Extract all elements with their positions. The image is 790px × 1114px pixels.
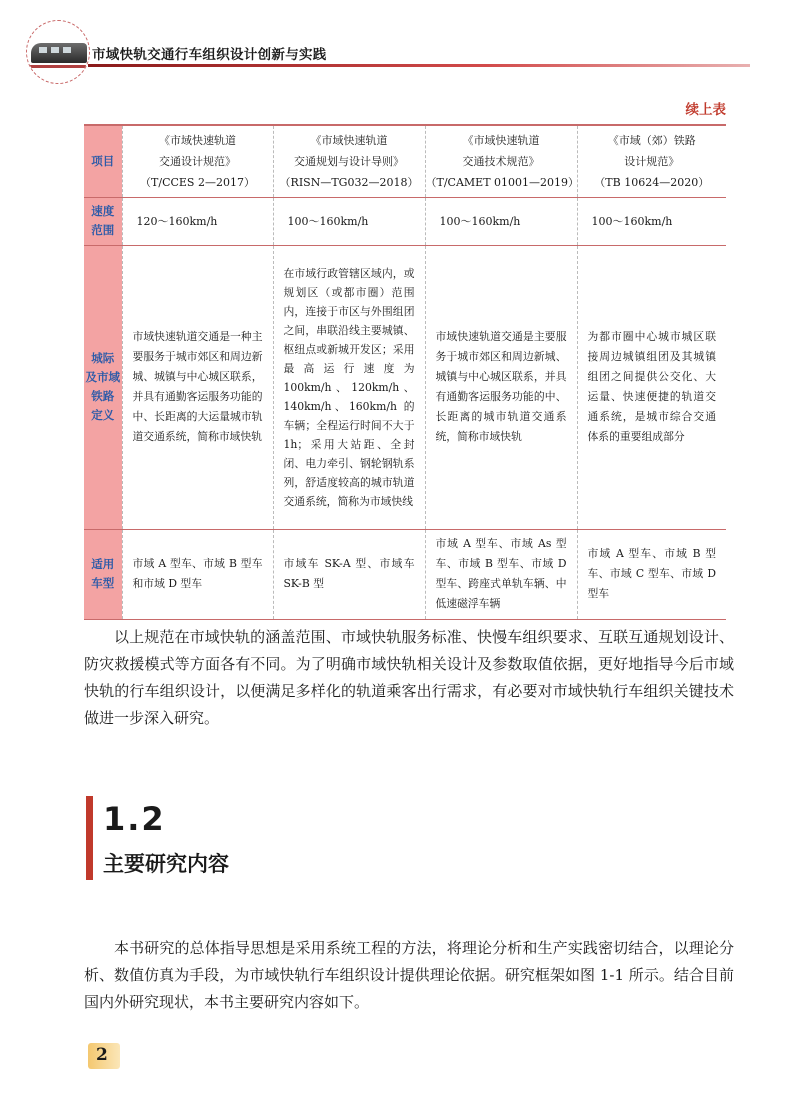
vehicle-cell: 市域车 SK-A 型、市域车 SK-B 型 <box>273 529 425 619</box>
running-header-title: 市域快轨交通行车组织设计创新与实践 <box>92 47 327 63</box>
spec-title-line: 交通设计规范》 <box>159 154 236 168</box>
train-window-icon <box>63 47 71 53</box>
body-paragraph: 本书研究的总体指导思想是采用系统工程的方法，将理论分析和生产实践密切结合，以理论分析、数值仿真为手段，为市域快轨行车组织设计提供理论依据。研究框架如图 1-1 所示。结合目前国内外研究现状，本书主要研究内容如下。 <box>84 939 734 1011</box>
spec-title-line: 《市域快速轨道 <box>159 133 236 147</box>
spec-title-line: 设计规范》 <box>624 154 680 168</box>
spec-header-cell <box>273 125 425 197</box>
vehicle-cell: 市域 A 型车、市域 B 型车、市域 C 型车、市域 D 型车 <box>577 529 726 619</box>
row-label-line: 速度 <box>91 204 115 218</box>
row-label-line: 车型 <box>91 576 115 590</box>
page-number: 2 <box>96 1045 108 1065</box>
table-continued-label: 续上表 <box>685 102 726 118</box>
vehicle-cell: 市域 A 型车、市域 As 型车、市域 B 型车、市域 D 型车、跨座式单轨车辆、中低速磁浮车辆 <box>425 529 577 619</box>
row-label-line: 定义 <box>91 408 115 422</box>
speed-cell: 100～160km/h <box>577 197 726 245</box>
vehicle-cell: 市域 A 型车、市域 B 型车和市域 D 型车 <box>122 529 273 619</box>
row-label-line: 城际 <box>91 351 115 365</box>
row-label-speed <box>84 197 122 245</box>
spec-comparison-table <box>84 124 726 620</box>
spec-title-line: 《市域快速轨道 <box>310 133 388 147</box>
speed-cell: 100～160km/h <box>425 197 577 245</box>
train-logo-icon <box>26 20 90 84</box>
train-body-icon <box>31 43 87 63</box>
train-window-icon <box>51 47 59 53</box>
train-window-icon <box>39 47 47 53</box>
row-label-line: 及市域 <box>85 370 120 384</box>
row-label-line: 铁路 <box>91 389 115 403</box>
spec-code: （T/CAMET 01001—2019） <box>425 175 580 189</box>
section-accent-bar <box>86 796 93 880</box>
speed-range-row <box>84 197 726 245</box>
row-label-line: 适用 <box>91 557 115 571</box>
definition-cell: 市域快速轨道交通是一种主要服务于城市郊区和周边新城、城镇与中心城区联系，并具有通勤客运服务功能的中、长距离的大运量城市轨道交通系统，简称市域快轨 <box>122 245 273 529</box>
section-title: 主要研究内容 <box>103 852 229 876</box>
spec-title-line: 《市域（郊）铁路 <box>607 133 696 147</box>
speed-cell: 120～160km/h <box>122 197 273 245</box>
spec-code: （RISN—TG032—2018） <box>279 175 419 189</box>
spec-title-line: 交通规划与设计导则》 <box>294 154 404 168</box>
definition-cell: 市域快速轨道交通是主要服务于城市郊区和周边新城、城镇与中心城区联系，并具有通勤客运服务功能的中、长距离的城市轨道交通系统，简称市域快轨 <box>425 245 577 529</box>
spec-code: （T/CCES 2—2017） <box>140 175 255 189</box>
definition-cell: 在市域行政管辖区域内，或规划区（或都市圈）范围内，连接于市区与外围组团之间，串联沿线主要城镇、枢纽点或新城开发区；采用最高运行速度为 100km/h、120km/h、140km/h、160km/h 的车辆；全程运行时间不大于1h；采用大站距、全封闭、电力牵引、钢轮钢轨系列，舒适度较高的城市轨道交通系统，简称为市域快线 <box>273 245 425 529</box>
section-number: 1.2 <box>103 800 166 838</box>
spec-header-cell <box>425 125 580 197</box>
definition-row <box>84 245 726 529</box>
spec-header-cell <box>577 125 726 197</box>
rail-stripe-icon <box>27 65 89 68</box>
row-label-definition <box>84 245 122 529</box>
row-label-item: 项目 <box>84 125 122 197</box>
spec-title-line: 交通技术规范》 <box>462 154 540 168</box>
spec-code: （TB 10624—2020） <box>594 175 710 189</box>
vehicle-type-row <box>84 529 726 619</box>
row-label-line: 范围 <box>91 223 115 237</box>
spec-title-line: 《市域快速轨道 <box>462 133 540 147</box>
row-label-vehicle-type <box>84 529 122 619</box>
speed-cell: 100～160km/h <box>273 197 425 245</box>
header-rule <box>88 64 750 67</box>
definition-cell: 为都市圈中心城市城区联接周边城镇组团及其城镇组团之间提供公交化、大运量、快速便捷的轨道交通系统，是城市综合交通体系的重要组成部分 <box>577 245 726 529</box>
body-paragraph: 以上规范在市域快轨的涵盖范围、市域快轨服务标准、快慢车组织要求、互联互通规划设计、防灾救援模式等方面各有不同。为了明确市域快轨相关设计及参数取值依据，更好地指导今后市域快轨的行车组织设计，以便满足多样化的轨道乘客出行需求，有必要对市域快轨行车组织关键技术做进一步深入研究。 <box>84 628 734 727</box>
spec-header-cell <box>122 125 273 197</box>
table-header-row <box>84 125 726 197</box>
page-number-badge <box>88 1043 120 1069</box>
